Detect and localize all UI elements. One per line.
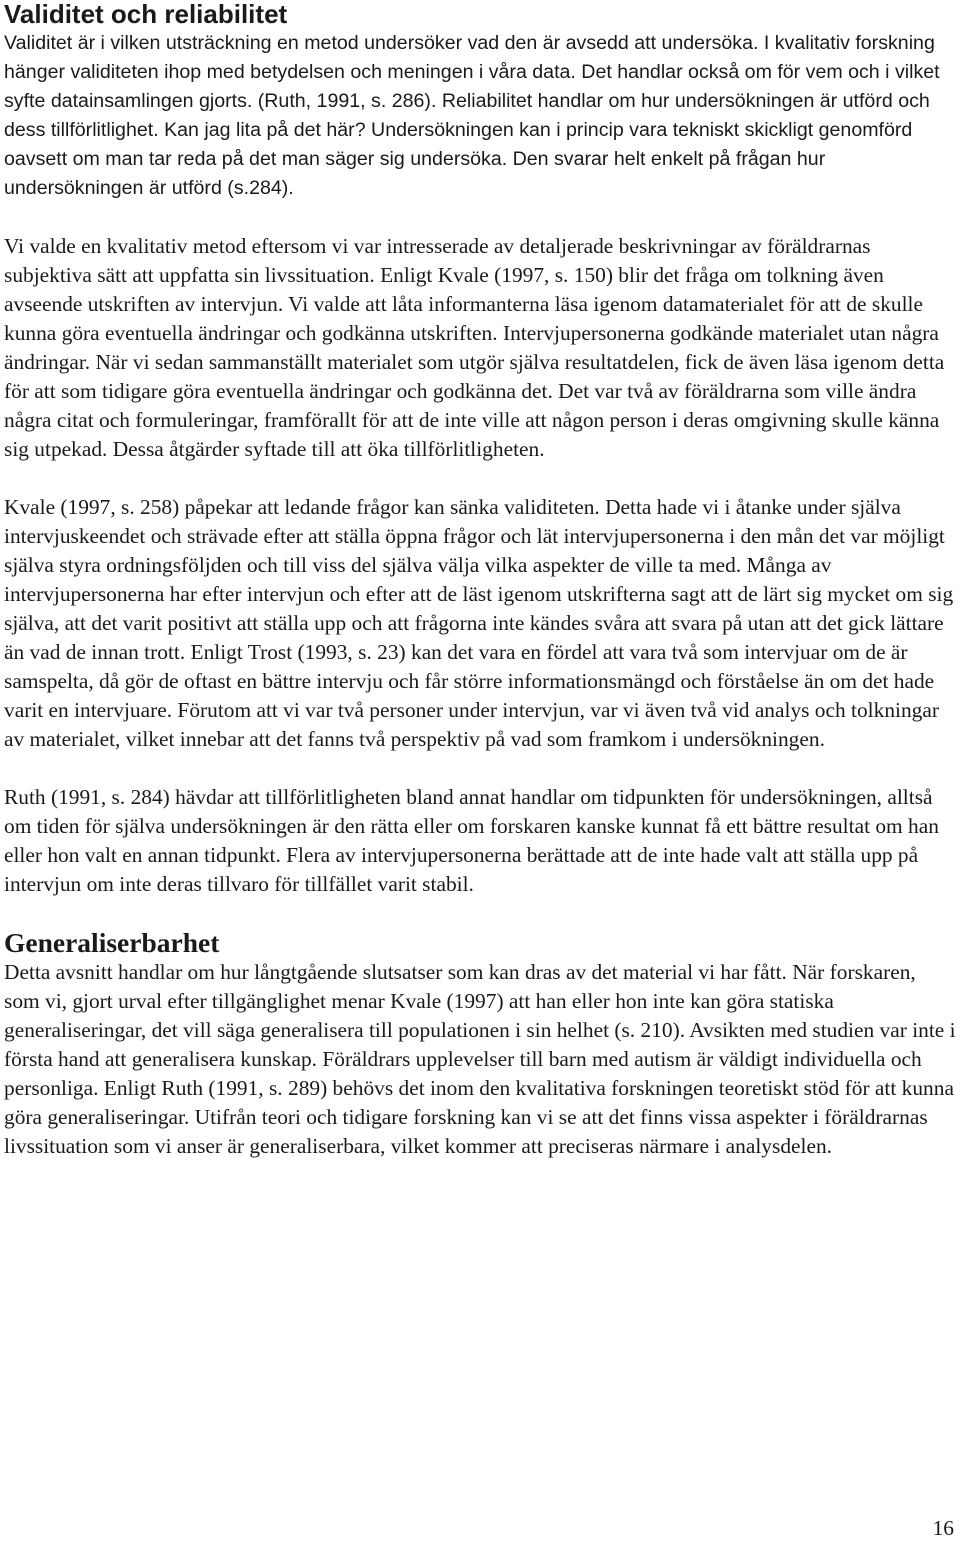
paragraph-gap (4, 754, 956, 783)
paragraph-kvalitativ-metod: Vi valde en kvalitativ metod eftersom vi var intresserade av detaljerade beskrivningar av föräldrarnas subjektiva sätt att uppfatta sin livssituation. Enligt Kvale (1997, s. 150) blir det fråga om tolkning även avseende utskriften av intervjun. Vi valde att låta informanterna läsa igenom datamaterialet för att de skulle kunna göra eventuella ändringar och godkänna utskriften. Intervjupersonerna godkände materialet utan några ändringar. När vi sedan sammanställt materialet som utgör själva resultatdelen, fick de även läsa igenom detta för att som tidigare göra eventuella ändringar och godkänna det. Det var två av föräldrarna som ville ändra några citat och formuleringar, framförallt för att de inte ville att någon person i deras omgivning skulle känna sig utpekad. Dessa åtgärder syftade till att öka tillförlitligheten. (4, 234, 945, 461)
paragraph-gap (4, 464, 956, 493)
paragraph-gap (4, 899, 956, 928)
paragraph-tillforlitlighet: Ruth (1991, s. 284) hävdar att tillförlitligheten bland annat handlar om tidpunkten för undersökningen, alltså om tiden för själva undersökningen är den rätta eller om forskaren kanske kunnat få ett bättre resultat om han eller hon valt en annan tidpunkt. Flera av intervjupersonerna berättade att de inte hade valt att ställa upp på intervjun om inte deras tillvaro för tillfället varit stabil. (4, 785, 939, 896)
page-number: 16 (932, 1516, 954, 1540)
paragraph-ledande-fragor: Kvale (1997, s. 258) påpekar att ledande frågor kan sänka validiteten. Detta hade vi i åtanke under själva intervjuskeendet och strävade efter att ställa öppna frågor och lät intervjupersonerna i den mån det var möjligt själva styra ordningsföljden och till viss del själva välja vilka aspekter de ville ta med. Många av intervjupersonerna har efter intervjun och efter att de läst igenom utskrifterna sagt att de lärt sig mycket om sig själva, att det varit positivt att ställa upp och att frågorna inte kändes svåra att svara på utan att det gick lättare än vad de innan trott. Enligt Trost (1993, s. 23) kan det vara en fördel att vara två som intervjuar om de är samspelta, då gör de oftast en bättre intervju och får större informationsmängd och förståelse än om det hade varit en intervjuare. Förutom att vi var två personer under intervjun, var vi även två vid analys och tolkningar av materialet, vilket innebar att det fanns två perspektiv på vad som framkom i undersökningen. (4, 495, 954, 751)
section-heading-validitet: Validitet och reliabilitet (4, 0, 288, 29)
paragraph-validitet-definition: Validitet är i vilken utsträckning en metod undersöker vad den är avsedd att undersöka. I kvalitativ forskning hänger validiteten ihop med betydelsen och meningen i våra data. Det handlar också om för vem och i vilket syfte datainsamlingen gjorts. (Ruth, 1991, s. 286). Reliabilitet handlar om hur undersökningen är utförd och dess tillförlitlighet. Kan jag lita på det här? Undersökningen kan i princip vara tekniskt skickligt genomförd oavsett om man tar reda på det man säger sig undersöka. Den svarar helt enkelt på frågan hur undersökningen är utförd (s.284). (4, 32, 940, 199)
paragraph-generaliserbarhet: Detta avsnitt handlar om hur långtgående slutsatser som kan dras av det material vi har fått. När forskaren, som vi, gjort urval efter tillgänglighet menar Kvale (1997) att han eller hon inte kan göra statiska generaliseringar, det vill säga generalisera till populationen i sin helhet (s. 210). Avsikten med studien var inte i första hand att generalisera kunskap. Föräldrars upplevelser till barn med autism är väldigt individuella och personliga. Enligt Ruth (1991, s. 289) behövs det inom den kvalitativa forskningen teoretiskt stöd för att kunna göra generaliseringar. Utifrån teori och tidigare forskning kan vi se att det finns vissa aspekter i föräldrarnas livssituation som vi anser är generaliserbara, vilket kommer att preciseras närmare i analysdelen. (4, 960, 956, 1158)
document-page (4, 0, 956, 1161)
section-heading-generaliserbarhet: Generaliserbarhet (4, 927, 220, 958)
paragraph-gap (4, 203, 956, 232)
